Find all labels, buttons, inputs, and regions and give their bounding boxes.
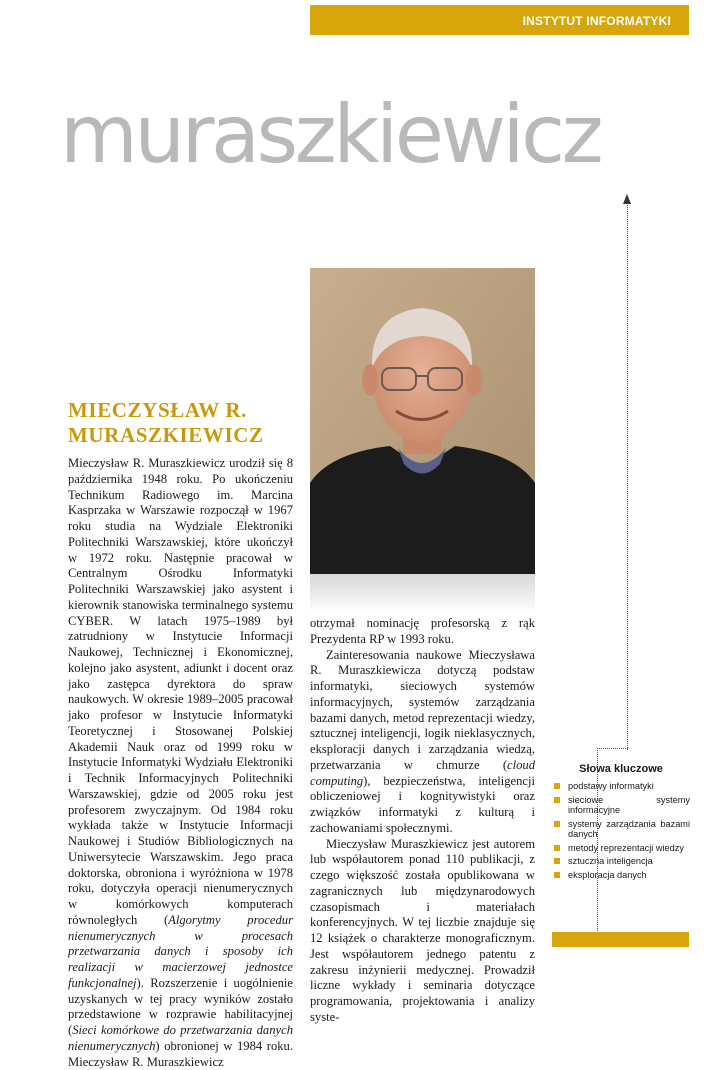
bullet-square-icon bbox=[554, 845, 560, 851]
author-name-heading bbox=[68, 398, 298, 448]
keyword-item bbox=[552, 870, 690, 881]
interests-text-end: ), bezpieczeństwa, inteligencji obliczeniowej i kognitywistyki oraz związków informatyki z kulturą i zachowaniami społecznymi. bbox=[310, 773, 535, 835]
biography-text-end: ) obronionej w 1984 roku. Mieczysław R. Muraszkiewicz bbox=[68, 1038, 293, 1069]
bullet-square-icon bbox=[554, 858, 560, 864]
interests-text: Zainteresowania naukowe Mieczysława R. Muraszkiewicza dotyczą podstaw informatyki, sieciowych systemów informacyjnych, systemów zarządzania bazami danych, metod reprezentacji wiedzy, sztucznej inteligencji, logik nieklasycznych, eksploracji danych i zarządzania wiedzą, przetwarzania w chmurze ( bbox=[310, 647, 535, 772]
section-header-label: INSTYTUT INFORMATYKI bbox=[522, 14, 671, 28]
keyword-label: systemy zarządzania bazami danych bbox=[568, 818, 690, 839]
keyword-label: sieciowe systemy informacyjne bbox=[568, 794, 690, 815]
photo-shadow bbox=[310, 574, 535, 614]
paragraph-publications: Mieczysław Muraszkiewicz jest autorem lub współautorem ponad 110 publikacji, z czego większość została opublikowana w zagranicznych lub międzynarodowych czasopismach i materiałach konferencyjnych. W tej liczbie znajduje się 12 książek o charakterze monograficznym. Jest współautorem jednego patentu z zakresu inżynierii medycznej. Prowadził liczne wykłady i seminaria dotyczące programowania, projektowania i analizy syste- bbox=[310, 836, 535, 1024]
keyword-label: podstawy informatyki bbox=[568, 781, 654, 791]
bullet-square-icon bbox=[554, 821, 560, 827]
biography-column-middle bbox=[310, 616, 535, 1026]
bullet-square-icon bbox=[554, 872, 560, 878]
paragraph-interests bbox=[310, 648, 535, 837]
bullet-square-icon bbox=[554, 797, 560, 803]
keyword-item bbox=[552, 781, 690, 792]
keywords-box bbox=[552, 763, 690, 883]
big-surname-title: muraszkiewicz bbox=[60, 88, 601, 181]
author-name-line-1: MIECZYSŁAW R. bbox=[68, 398, 247, 422]
keyword-label: eksploracja danych bbox=[568, 869, 647, 880]
dotted-guide-step bbox=[597, 748, 628, 749]
author-name-line-2: MURASZKIEWICZ bbox=[68, 423, 264, 447]
arrow-up-icon bbox=[623, 194, 631, 204]
keywords-title: Słowa kluczowe bbox=[579, 763, 663, 775]
habilitation-title: Sieci komórkowe do przetwarzania danych nienumerycznych bbox=[68, 1023, 293, 1053]
keyword-item bbox=[552, 795, 690, 816]
keyword-label: metody reprezentacji wiedzy bbox=[568, 842, 684, 853]
biography-text: Mieczysław R. Muraszkiewicz urodził się 8 października 1948 roku. Po ukończeniu Technikum Radiowego im. Marcina Kasprzaka w Warszawie rozpoczął w 1967 roku studia na Wydziale Elektroniki Politechniki Warszawskiej, które ukończył w 1972 roku. Następnie pracował w Centralnym Ośrodku Informatyki Politechniki Warszawskiej jako asystent i kierownik stanowiska terminalnego systemu CYBER. W latach 1975–1989 był zatrudniony w Instytucie Informacji Naukowej, Technicznej i Ekonomicznej, kolejno jako asystent, adiunkt i docent oraz jako zastępca dyrektora do spraw naukowych. W okresie 1989–2005 pracował jako profesor w Instytucie Informatyki Teoretycznej i Stosowanej Polskiej Akademii Nauk oraz od 1999 roku w Instytucie Informatyki Wydziału Elektroniki i Technik Informacyjnych Politechniki Warszawskiej, gdzie od 2005 roku jest profesorem zwyczajnym. Od 1984 roku wykłada także w Instytucie Informacji Naukowej i Studiów Bibliologicznych na Uniwersytecie Warszawskim. Jego praca doktorska, obroniona i wyróżniona w 1978 roku, dotyczyła operacji nienumerycznych w komórkowych komputerach równoległych ( bbox=[68, 456, 293, 927]
keyword-item bbox=[552, 819, 690, 840]
section-header-bar bbox=[310, 5, 689, 35]
cloud-computing-term: cloud computing bbox=[310, 757, 535, 788]
paragraph-nomination: otrzymał nominację profesorską z rąk Prezydenta RP w 1993 roku. bbox=[310, 616, 535, 646]
footer-accent-bar bbox=[552, 932, 689, 947]
portrait-illustration bbox=[310, 268, 535, 574]
biography-column-left bbox=[68, 456, 293, 1070]
keyword-label: sztuczna inteligencja bbox=[568, 856, 653, 866]
biography-text-cont: ). Rozszerzenie i uogólnienie uzyskanych w tej pracy wyników zostało przedstawione w rozprawie habilitacyjnej ( bbox=[68, 975, 293, 1037]
doctoral-thesis-title: Algorytmy procedur nienumerycznych w procesach przetwarzania danych i sposoby ich realizacji w macierzowej jednostce funkcjonalnej bbox=[68, 912, 293, 990]
bullet-square-icon bbox=[554, 783, 560, 789]
keyword-item bbox=[552, 856, 690, 867]
dotted-guide-line bbox=[627, 205, 628, 750]
keyword-item bbox=[552, 843, 690, 854]
author-portrait-photo bbox=[310, 268, 535, 574]
biography-paragraph bbox=[68, 456, 293, 1070]
